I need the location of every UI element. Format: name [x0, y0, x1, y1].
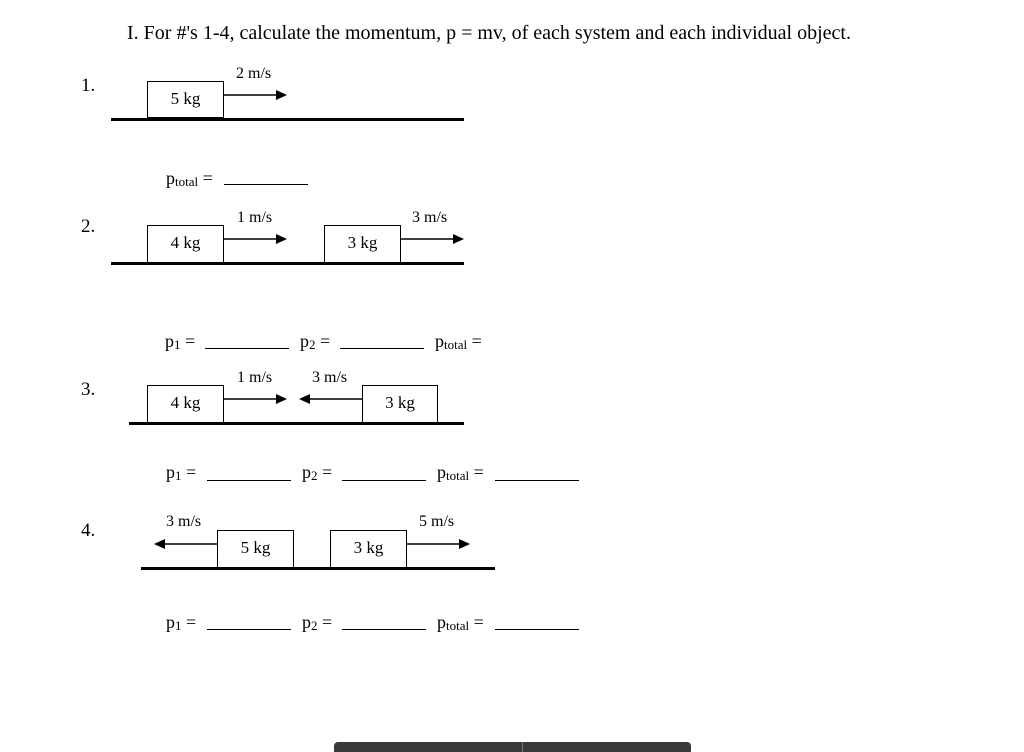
problem-3-left-arrow-icon — [298, 393, 362, 405]
problem-2-ground-line — [111, 262, 464, 265]
problem-4-p1-label: $p_1$ = — [166, 612, 197, 633]
problem-2-p2-blank[interactable] — [340, 348, 424, 349]
instructions-heading: I. For #'s 1-4, calculate the momentum, p = mv, of each system and each individual object. — [127, 22, 851, 44]
problem-3-block-4kg: 4 kg — [147, 385, 224, 423]
problem-2-number: 2. — [81, 216, 96, 237]
problem-4-right-arrow-icon — [407, 538, 471, 550]
problem-4-number: 4. — [81, 520, 96, 541]
problem-3-velocity-2-label: 3 m/s — [312, 369, 348, 386]
problem-2-block-4kg: 4 kg — [147, 225, 224, 263]
toolbar-divider — [522, 742, 523, 752]
problem-1-block-5kg: 5 kg — [147, 81, 224, 118]
problem-1-p-total-blank[interactable] — [224, 184, 308, 185]
problem-4-block-3kg: 3 kg — [330, 530, 407, 568]
problem-1-velocity-label: 2 m/s — [236, 65, 272, 82]
problem-1-p-total-label: $p_{total}$ = — [166, 168, 213, 189]
problem-3-p-total-label: $p_{total}$ = — [437, 462, 484, 483]
problem-3-p2-label: $p_2$ = — [302, 462, 333, 483]
problem-4-velocity-2-label: 5 m/s — [419, 513, 455, 530]
problem-3-p1-blank[interactable] — [207, 480, 291, 481]
problem-2-p2-label: $p_2$ = — [300, 331, 331, 352]
problem-4-block-5kg: 5 kg — [217, 530, 294, 568]
problem-2-velocity-2-label: 3 m/s — [412, 209, 448, 226]
problem-3-p-total-blank[interactable] — [495, 480, 579, 481]
problem-3-block-3kg: 3 kg — [362, 385, 438, 423]
problem-2-p1-blank[interactable] — [205, 348, 289, 349]
bottom-toolbar[interactable] — [334, 742, 691, 752]
problem-4-velocity-1-label: 3 m/s — [166, 513, 202, 530]
problem-4-p1-blank[interactable] — [207, 629, 291, 630]
problem-1-ground-line — [111, 118, 464, 121]
problem-4-p-total-blank[interactable] — [495, 629, 579, 630]
problem-3-velocity-1-label: 1 m/s — [237, 369, 273, 386]
problem-3-ground-line — [129, 422, 464, 425]
problem-3-p1-label: $p_1$ = — [166, 462, 197, 483]
problem-4-left-arrow-icon — [153, 538, 217, 550]
problem-2-velocity-1-label: 1 m/s — [237, 209, 273, 226]
problem-2-block-3kg: 3 kg — [324, 225, 401, 263]
problem-4-p2-blank[interactable] — [342, 629, 426, 630]
problem-4-p2-label: $p_2$ = — [302, 612, 333, 633]
problem-3-p2-blank[interactable] — [342, 480, 426, 481]
problem-1-right-arrow-icon — [224, 89, 288, 101]
problem-2-right-arrow-2-icon — [401, 233, 465, 245]
problem-4-p-total-label: $p_{total}$ = — [437, 612, 484, 633]
problem-2-right-arrow-1-icon — [224, 233, 288, 245]
problem-2-p-total-label: $p_{total}$ = — [435, 331, 482, 352]
problem-3-number: 3. — [81, 379, 96, 400]
problem-1-number: 1. — [81, 75, 96, 96]
problem-2-p1-label: $p_1$ = — [165, 331, 196, 352]
problem-3-right-arrow-icon — [224, 393, 288, 405]
problem-4-ground-line — [141, 567, 495, 570]
